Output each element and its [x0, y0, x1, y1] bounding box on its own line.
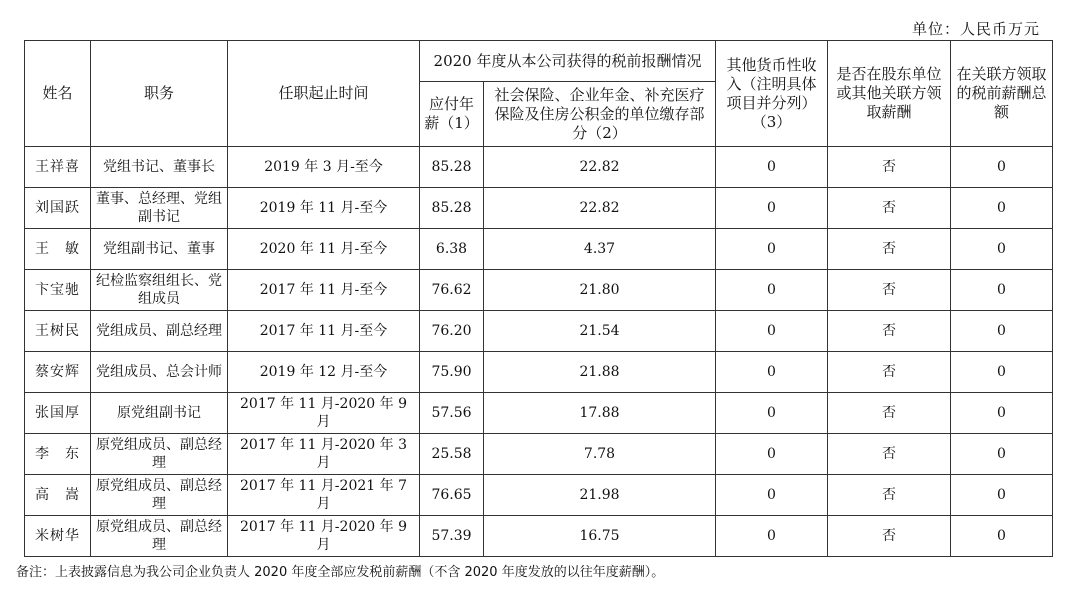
cell-term: 2020 年 11 月-至今	[228, 229, 420, 270]
cell-name: 刘国跃	[25, 188, 91, 229]
table-row	[25, 229, 1053, 270]
cell-shareholder-pay: 否	[828, 229, 951, 270]
cell-position: 党组副书记、董事	[91, 229, 228, 270]
cell-position: 原党组成员、副总经理	[91, 434, 228, 475]
cell-term: 2017 年 11 月-2020 年 9 月	[228, 516, 420, 557]
cell-related-total: 0	[951, 434, 1053, 475]
footnote: 备注：上表披露信息为我公司企业负责人 2020 年度全部应发税前薪酬（不含 2020 年度发放的以往年度薪酬）。	[16, 565, 665, 580]
cell-term: 2017 年 11 月-2021 年 7 月	[228, 475, 420, 516]
cell-other-income: 0	[716, 393, 828, 434]
cell-name: 李 东	[25, 434, 91, 475]
cell-shareholder-pay: 否	[828, 352, 951, 393]
cell-position: 原党组副书记	[91, 393, 228, 434]
cell-social: 21.54	[484, 311, 716, 352]
cell-name: 卞宝驰	[25, 270, 91, 311]
cell-other-income: 0	[716, 311, 828, 352]
cell-position: 董事、总经理、党组副书记	[91, 188, 228, 229]
cell-position: 原党组成员、副总经理	[91, 475, 228, 516]
cell-related-total: 0	[951, 475, 1053, 516]
cell-shareholder-pay: 否	[828, 311, 951, 352]
cell-name: 王 敏	[25, 229, 91, 270]
cell-term: 2019 年 3 月-至今	[228, 147, 420, 188]
cell-shareholder-pay: 否	[828, 516, 951, 557]
cell-name: 蔡安辉	[25, 352, 91, 393]
cell-salary: 76.65	[420, 475, 484, 516]
cell-related-total: 0	[951, 352, 1053, 393]
cell-position: 纪检监察组组长、党组成员	[91, 270, 228, 311]
header-related-total: 在关联方领取的税前薪酬总额	[951, 41, 1053, 147]
cell-other-income: 0	[716, 434, 828, 475]
cell-name: 高 嵩	[25, 475, 91, 516]
table-body	[25, 147, 1053, 557]
cell-salary: 76.62	[420, 270, 484, 311]
unit-label: 单位：人民币万元	[911, 20, 1040, 38]
cell-related-total: 0	[951, 270, 1053, 311]
header-position: 职务	[91, 41, 228, 147]
cell-other-income: 0	[716, 229, 828, 270]
cell-social: 7.78	[484, 434, 716, 475]
header-pay-group: 2020 年度从本公司获得的税前报酬情况	[420, 41, 716, 82]
cell-shareholder-pay: 否	[828, 147, 951, 188]
table-row	[25, 516, 1053, 557]
cell-related-total: 0	[951, 229, 1053, 270]
header-name: 姓名	[25, 41, 91, 147]
cell-salary: 25.58	[420, 434, 484, 475]
cell-term: 2019 年 11 月-至今	[228, 188, 420, 229]
cell-other-income: 0	[716, 270, 828, 311]
cell-related-total: 0	[951, 393, 1053, 434]
cell-social: 22.82	[484, 147, 716, 188]
executive-compensation-table	[24, 40, 1053, 557]
table-row	[25, 352, 1053, 393]
cell-term: 2019 年 12 月-至今	[228, 352, 420, 393]
header-other-income: 其他货币性收入（注明具体项目并分列）（3）	[716, 41, 828, 147]
cell-position: 党组书记、董事长	[91, 147, 228, 188]
cell-related-total: 0	[951, 516, 1053, 557]
table-row	[25, 188, 1053, 229]
cell-social: 22.82	[484, 188, 716, 229]
cell-related-total: 0	[951, 188, 1053, 229]
cell-other-income: 0	[716, 475, 828, 516]
table-row	[25, 147, 1053, 188]
cell-name: 张国厚	[25, 393, 91, 434]
cell-salary: 85.28	[420, 147, 484, 188]
table-row	[25, 311, 1053, 352]
cell-term: 2017 年 11 月-至今	[228, 311, 420, 352]
cell-salary: 6.38	[420, 229, 484, 270]
cell-shareholder-pay: 否	[828, 434, 951, 475]
cell-shareholder-pay: 否	[828, 393, 951, 434]
header-salary: 应付年薪（1）	[420, 82, 484, 147]
cell-position: 党组成员、总会计师	[91, 352, 228, 393]
header-term: 任职起止时间	[228, 41, 420, 147]
cell-shareholder-pay: 否	[828, 188, 951, 229]
cell-shareholder-pay: 否	[828, 475, 951, 516]
table-row	[25, 434, 1053, 475]
cell-other-income: 0	[716, 516, 828, 557]
cell-term: 2017 年 11 月-2020 年 3 月	[228, 434, 420, 475]
cell-social: 21.98	[484, 475, 716, 516]
cell-salary: 75.90	[420, 352, 484, 393]
cell-social: 4.37	[484, 229, 716, 270]
header-social: 社会保险、企业年金、补充医疗保险及住房公积金的单位缴存部分（2）	[484, 82, 716, 147]
cell-name: 王祥喜	[25, 147, 91, 188]
cell-other-income: 0	[716, 188, 828, 229]
cell-salary: 57.39	[420, 516, 484, 557]
cell-shareholder-pay: 否	[828, 270, 951, 311]
cell-position: 党组成员、副总经理	[91, 311, 228, 352]
table-row	[25, 475, 1053, 516]
cell-salary: 85.28	[420, 188, 484, 229]
cell-name: 米树华	[25, 516, 91, 557]
cell-position: 原党组成员、副总经理	[91, 516, 228, 557]
cell-salary: 57.56	[420, 393, 484, 434]
cell-social: 21.88	[484, 352, 716, 393]
cell-name: 王树民	[25, 311, 91, 352]
cell-salary: 76.20	[420, 311, 484, 352]
header-shareholder-pay: 是否在股东单位或其他关联方领取薪酬	[828, 41, 951, 147]
cell-related-total: 0	[951, 147, 1053, 188]
cell-social: 21.80	[484, 270, 716, 311]
cell-other-income: 0	[716, 352, 828, 393]
cell-term: 2017 年 11 月-至今	[228, 270, 420, 311]
cell-other-income: 0	[716, 147, 828, 188]
cell-social: 16.75	[484, 516, 716, 557]
table-row	[25, 270, 1053, 311]
table-row	[25, 393, 1053, 434]
cell-term: 2017 年 11 月-2020 年 9 月	[228, 393, 420, 434]
cell-related-total: 0	[951, 311, 1053, 352]
cell-social: 17.88	[484, 393, 716, 434]
